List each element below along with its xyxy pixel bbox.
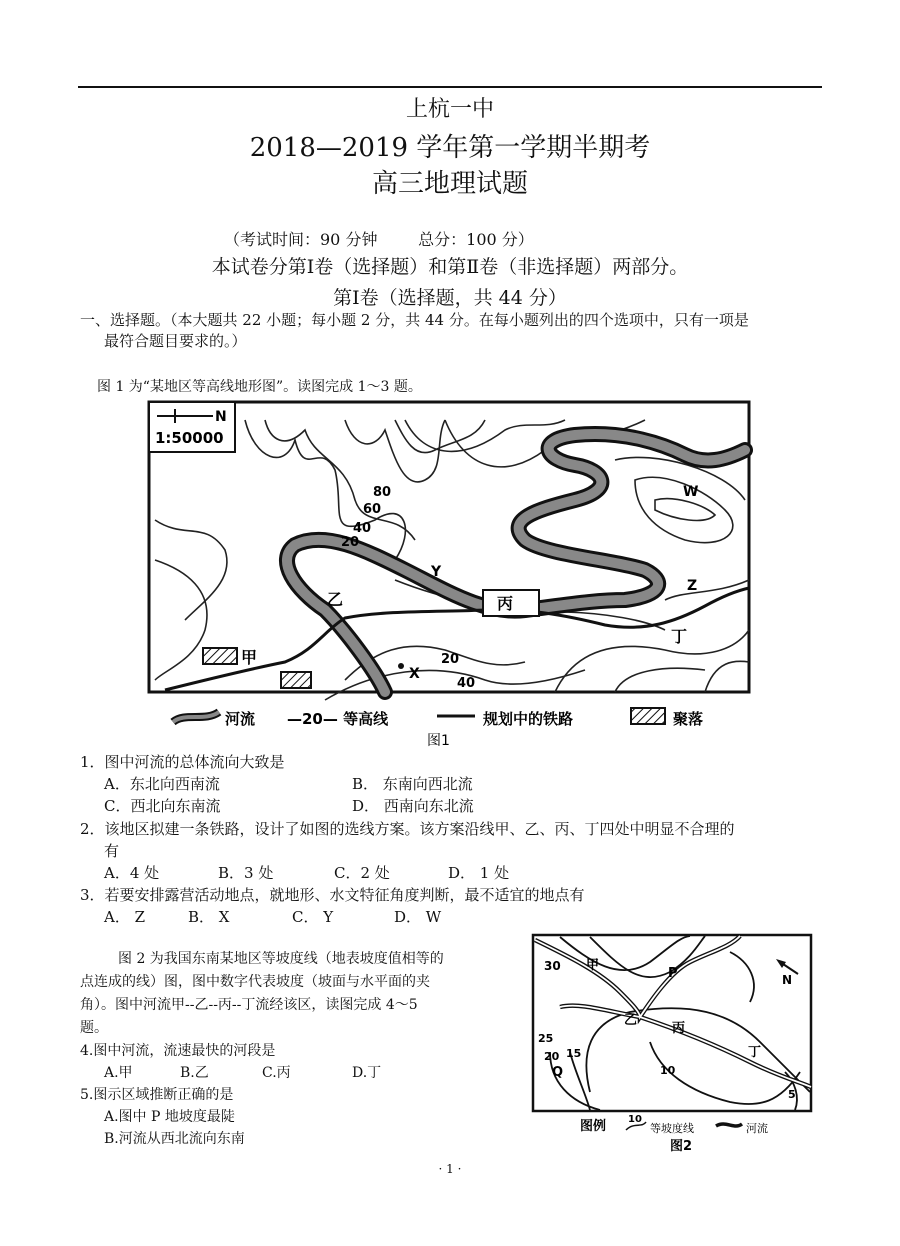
point-y: Y	[431, 564, 442, 580]
settlement-jia	[203, 648, 237, 664]
question-4: 4.图中河流，流速最快的河段是	[80, 1043, 276, 1059]
q1-option-b: B． 东南向西北流	[352, 775, 473, 793]
figure2-text-line-2: 点连成的线）图，图中数字代表坡度（坡面与水平面的夹	[80, 974, 430, 990]
contour-label-60: 60	[363, 502, 382, 517]
contour-label-20b: 20	[441, 652, 460, 667]
q5-option-a: A.图中 P 地坡度最陡	[104, 1109, 235, 1125]
question-3: 3．若要安排露营活动地点，就地形、水文特征角度判断，最不适宜的地点有	[80, 886, 585, 904]
page-number: · 1 ·	[438, 1162, 462, 1176]
contour-label-40b: 40	[457, 676, 476, 691]
map2-label-yi: 乙	[624, 1013, 638, 1028]
map2-legend-river: 河流	[746, 1122, 768, 1135]
map2-label-30: 30	[544, 959, 561, 973]
contour-label-20: 20	[341, 535, 360, 550]
figure1-caption: 图1	[427, 733, 450, 749]
figure2-text-line-4: 题。	[80, 1020, 108, 1036]
q4-option-d: D.丁	[352, 1065, 382, 1081]
map2-label-jia: 甲	[586, 958, 600, 973]
point-x: X	[409, 666, 420, 682]
map2-label-p: P	[668, 966, 678, 981]
settlement	[281, 672, 311, 688]
school-name: 上杭一中	[405, 97, 494, 122]
q1-option-a: A．东北向西南流	[104, 775, 220, 793]
legend-river: 河流	[225, 710, 256, 728]
section-instructions	[80, 310, 830, 352]
figure2-text-line-3: 角）。图中河流甲--乙--丙--丁流经该区，读图完成 4～5	[80, 997, 418, 1013]
q2-option-d: D． 1 处	[448, 864, 510, 882]
legend-settlement-symbol	[631, 708, 665, 724]
map2-label-q: Q	[552, 1065, 564, 1080]
figure1-intro: 图 1 为“某地区等高线地形图”。读图完成 1～3 题。	[97, 379, 422, 395]
q1-option-c: C．西北向东南流	[104, 797, 221, 815]
point-z: Z	[687, 578, 698, 594]
legend-contour: —20— 等高线	[287, 710, 389, 728]
map2-label-10: 10	[660, 1064, 676, 1077]
question-2: 2．该地区拟建一条铁路，设计了如图的选线方案。该方案沿线甲、乙、丙、丁四处中明显不合理的	[80, 820, 735, 838]
legend-settlement: 聚落	[673, 710, 704, 728]
figure2-slope-map	[530, 932, 816, 1158]
map2-label-25: 25	[538, 1032, 554, 1045]
q5-option-b: B.河流从西北流向东南	[104, 1131, 245, 1147]
contour-label-40: 40	[353, 521, 372, 536]
header-rule	[78, 86, 822, 88]
point-x-marker	[398, 663, 404, 669]
q2-option-b: B．3 处	[218, 864, 274, 882]
q2-option-c: C．2 处	[334, 864, 390, 882]
question-1: 1．图中河流的总体流向大致是	[80, 753, 285, 771]
contour-label-80: 80	[373, 485, 392, 500]
map2-label-20: 20	[544, 1050, 560, 1063]
map2-legend-value: 10	[628, 1114, 642, 1125]
q4-option-c: C.丙	[262, 1065, 291, 1081]
q3-option-c: C． Y	[292, 908, 334, 926]
map2-legend-slope: 等坡度线	[650, 1122, 694, 1135]
point-w: W	[683, 484, 699, 500]
place-yi: 乙	[327, 590, 344, 609]
map2-label-n: N	[782, 973, 793, 987]
map2-label-5: 5	[788, 1088, 796, 1101]
q3-option-b: B． X	[188, 908, 230, 926]
map2-label-ding: 丁	[748, 1045, 762, 1060]
map2-legend-title: 图例	[580, 1119, 607, 1134]
q3-option-d: D． W	[394, 908, 442, 926]
section-line-2: 最符合题目要求的。）	[104, 332, 247, 350]
north-label: N	[215, 409, 227, 425]
map2-legend-river-symbol	[716, 1124, 742, 1126]
q1-option-d: D． 西南向东北流	[352, 797, 474, 815]
map2-label-15: 15	[566, 1047, 582, 1060]
exam-time: （考试时间：90 分钟 总分：100 分）	[224, 230, 534, 249]
section-line-1: 一、选择题。（本大题共 22 小题；每小题 2 分，共 44 分。在每小题列出的四个选项中，只有一项是	[80, 311, 749, 329]
legend-railway: 规划中的铁路	[483, 710, 574, 728]
figure2-caption: 图2	[670, 1139, 693, 1154]
exam-term: 2018—2019 学年第一学期半期考	[249, 133, 651, 163]
q4-option-b: B.乙	[180, 1065, 209, 1081]
place-jia: 甲	[241, 648, 258, 667]
exam-subject: 高三地理试题	[371, 169, 528, 199]
scale-label: 1:50000	[155, 429, 224, 447]
figure1-contour-map	[145, 400, 755, 756]
structure-note: 本试卷分第Ⅰ卷（选择题）和第Ⅱ卷（非选择题）两部分。	[211, 256, 689, 278]
volume-title: 第Ⅰ卷（选择题，共 44 分）	[333, 287, 567, 309]
q3-option-a: A． Z	[104, 908, 146, 926]
q4-option-a: A.甲	[104, 1065, 133, 1081]
place-bing: 丙	[497, 594, 514, 613]
place-ding: 丁	[671, 627, 688, 646]
question-2-cont: 有	[104, 842, 120, 860]
map2-label-bing: 丙	[672, 1021, 686, 1036]
figure2-text-line-1: 图 2 为我国东南某地区等坡度线（地表坡度值相等的	[118, 951, 444, 967]
q2-option-a: A．4 处	[104, 864, 160, 882]
question-5: 5.图示区域推断正确的是	[80, 1087, 234, 1103]
